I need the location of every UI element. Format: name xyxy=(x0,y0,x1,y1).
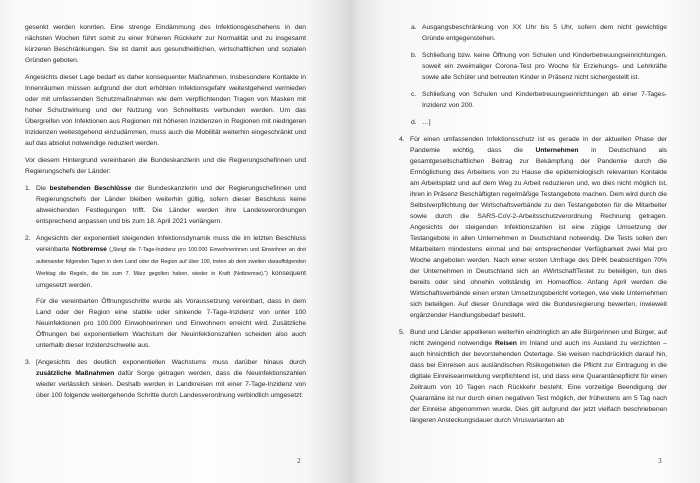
text: Für einen umfassenden Infektionsschutz ist es gerade in der aktuellen Phase der Pandemie wichtig, dass die xyxy=(410,136,667,154)
sub-item-d xyxy=(411,117,667,128)
page-number: 3 xyxy=(658,456,662,465)
text: Die xyxy=(36,185,50,192)
bold-text: Reisen xyxy=(494,340,517,347)
sub-item-b xyxy=(411,50,667,83)
page-left-text xyxy=(25,22,306,407)
list-number: 4. xyxy=(399,136,405,143)
text: der Bundeskanzlerin und der Regierungschefinnen und Regierungschefs der Länder bleiben weiterhin gültig, sofern dieser Beschluss keine abweichenden Festlegungen trifft. Die Länder werden ihre Landesverordnungen entsprechend anpassen und bis zum 18. April 2021 verlängern. xyxy=(36,185,307,225)
sub-letter: a. xyxy=(411,24,417,31)
text: [Angesichts des deutlich exponentiellen Wachstums muss darüber hinaus durch xyxy=(36,359,306,366)
list-number: 1. xyxy=(25,185,31,192)
sub-text: Ausgangsbeschränkung von XX Uhr bis 5 Uhr, sofern dem nicht gewichtige Gründe entgegenstehen. xyxy=(422,24,667,42)
list-item-1 xyxy=(25,183,306,227)
bold-text: Notbremse xyxy=(72,246,107,253)
page-number: 2 xyxy=(297,456,301,465)
sub-item-c xyxy=(411,89,667,111)
text: dafür Sorge getragen werden, dass die Neuinfektionszahlen wieder verlässlich sinken. Deshalb werden in Landkreisen mit einer 7-Tage-Inzidenz von über 100 folgende weitergehende Schritte durch Landesverordnung verbindlich umgesetzt: xyxy=(36,370,307,399)
quote-text: („Steigt die 7-Tage-Inzidenz pro 100.000 Einwohnerinnen und Einwohner an drei aufeinander folgenden Tagen in dem Land oder der Region auf über 100, treten ab dem zweiten darauffolgenden Werktag die Regeln, die bis zum 7. März gegolten haben, wieder in Kraft (Notbremse).“) xyxy=(36,247,307,277)
sub-item-a xyxy=(411,22,667,44)
list-number: 5. xyxy=(399,329,405,336)
list-number: 3. xyxy=(25,359,31,366)
paragraph: Vor diesem Hintergrund vereinbaren die Bundeskanzlerin und die Regierungschefinnen und Regierungschefs der Länder: xyxy=(25,157,306,175)
text: in Deutschland als gesamtgesellschaftlichen Beitrag zur Bekämpfung der Pandemie durch die Ermöglichung des Arbeitens von zu Hause die epidemiologisch relevanten Kontakte am Arbeitsplatz und auf dem Weg zu Arbeit reduzieren und, wo dies nicht möglich ist, ihren in Präsenz Beschäftigten regelmäßige Testangebote machen. Dem wird durch die Selbstverpflichtung der Wirtschaftsverbände zu den Testangeboten für die Mitarbeiter sowie durch die SARS-CoV-2-Arbeitsschutzverordnung Rechnung getragen. Angesichts der steigenden Infektionszahlen ist eine zügige Umsetzung der Testangebote in allen Unternehmen in Deutschland notwendig. Die Tests sollen den Mitarbeitern mindestens einmal und bei entsprechender Verfügbarkeit zwei Mal pro Woche angeboten werden. Nach einer ersten Umfrage des DIHK beabsichtigen 70% der Unternehmen in Deutschland sich an #WirtschaftTestet zu beteiligen, tun dies bereits oder sind ohnehin vollständig im Homeoffice. Anfang April werden die Wirtschaftsverbände einen ersten Umsetzungsbericht vorlegen, wie viele Unternehmen sich beteiligen. Auf dieser Grundlage wird die Bundesregierung bewerten, inwieweit ergänzender Handlungsbedarf besteht. xyxy=(410,147,667,319)
sub-list xyxy=(411,22,667,128)
bold-text: Unternehmen xyxy=(535,147,579,154)
sub-text: Schließung bzw. keine Öffnung von Schulen und Kinderbetreuungseinrichtungen, soweit ein zweimaliger Corona-Test pro Woche für Erziehungs- und Lehrkräfte sowie alle Schüler und betreuten Kinder in Präsenz nicht sichergestellt ist. xyxy=(422,52,667,81)
bold-text: bestehenden Beschlüsse xyxy=(49,185,132,192)
list-item-2 xyxy=(25,233,306,351)
text: im Inland und auch ins Ausland zu verzichten – auch hinsichtlich der bevorstehenden Ostertage. Sie weisen nachdrücklich darauf hin, dass bei Einreisen aus ausländischen Risikogebieten die Pflicht zur Eintragung in die digitale Einreiseanmeldung verpflichtend ist, und dass eine Quarantänepflicht für einen Zeitraum von 10 Tagen nach Rückkehr besteht. Eine vorzeitige Beendigung der Quarantäne ist nur durch einen negativen Test möglich, der frühestens am 5 Tag nach der Einreise abgenommen wurde. Dies gilt aufgrund der jetzt vielfach beschriebenen längeren Ansteckungsdauer durch Virusvarianten ab xyxy=(410,340,667,424)
page-right-text xyxy=(399,22,667,432)
sub-letter: b. xyxy=(411,52,417,59)
paragraph: Angesichts dieser Lage bedarf es daher konsequenter Maßnahmen. Insbesondere Kontakte in Innenräumen müssen aufgrund der dort erhöhten Infektionsgefahr weitestgehend vermieden oder mit umfassenden Schutzmaßnahmen wie dem verpflichtenden Tragen von Masken mit hoher Schutzwirkung und der Nutzung von Schnelltests verbunden werden. Um das Übergreifen von Infektionen aus Regionen mit höheren Inzidenzen in Regionen mit niedrigeren Inzidenzen weitestgehend einzudämmen, muss auch die Mobilität weiterhin eingeschränkt und auf das absolut notwendige reduziert werden. xyxy=(25,74,306,147)
paragraph: gesenkt werden konnten. Eine strenge Eindämmung des Infektionsgeschehens in den nächsten Wochen führt somit zu einer früheren Rückkehr zur Normalität und zu insgesamt kürzeren Beschränkungen. Sie ist damit aus gesundheitlichen, wirtschaftlichen und sozialen Gründen geboten. xyxy=(25,24,306,64)
text: konsequent umgesetzt werden. xyxy=(36,270,306,289)
list-item-3 xyxy=(25,357,306,401)
sub-letter: c. xyxy=(411,91,417,98)
sub-letter: d. xyxy=(411,119,417,126)
sub-text: …] xyxy=(422,119,431,126)
page-right xyxy=(350,0,700,483)
bold-text: zusätzliche Maßnahmen xyxy=(36,370,115,377)
list-item-5 xyxy=(399,327,667,426)
list-item-4 xyxy=(399,134,667,321)
paragraph: Für die vereinbarten Öffnungsschritte wurde als Voraussetzung vereinbart, dass in dem Land oder der Region eine stabile oder sinkende 7-Tage-Inzidenz von unter 100 Neuinfektionen pro 100.000 Einwohnerinnen und Einwohnern erreicht wird. Zusätzliche Öffnungen bei exponentiellem Wachstum der Neuinfektionszahlen scheiden also auch unterhalb dieser Inzidenzschwelle aus. xyxy=(36,298,306,349)
list-number: 2. xyxy=(25,235,31,242)
sub-text: Schließung von Schulen und Kinderbetreuungseinrichtungen ab einer 7-Tages-Inzidenz von 200. xyxy=(422,91,667,109)
text: Angesichts der exponentiell steigenden Infektionsdynamik muss die im letzten Beschluss vereinbarte xyxy=(36,235,306,253)
text: Bund und Länder appellieren weiterhin eindringlich an alle Bürgerinnen und Bürger, auf nicht zwingend notwendige xyxy=(410,329,667,347)
